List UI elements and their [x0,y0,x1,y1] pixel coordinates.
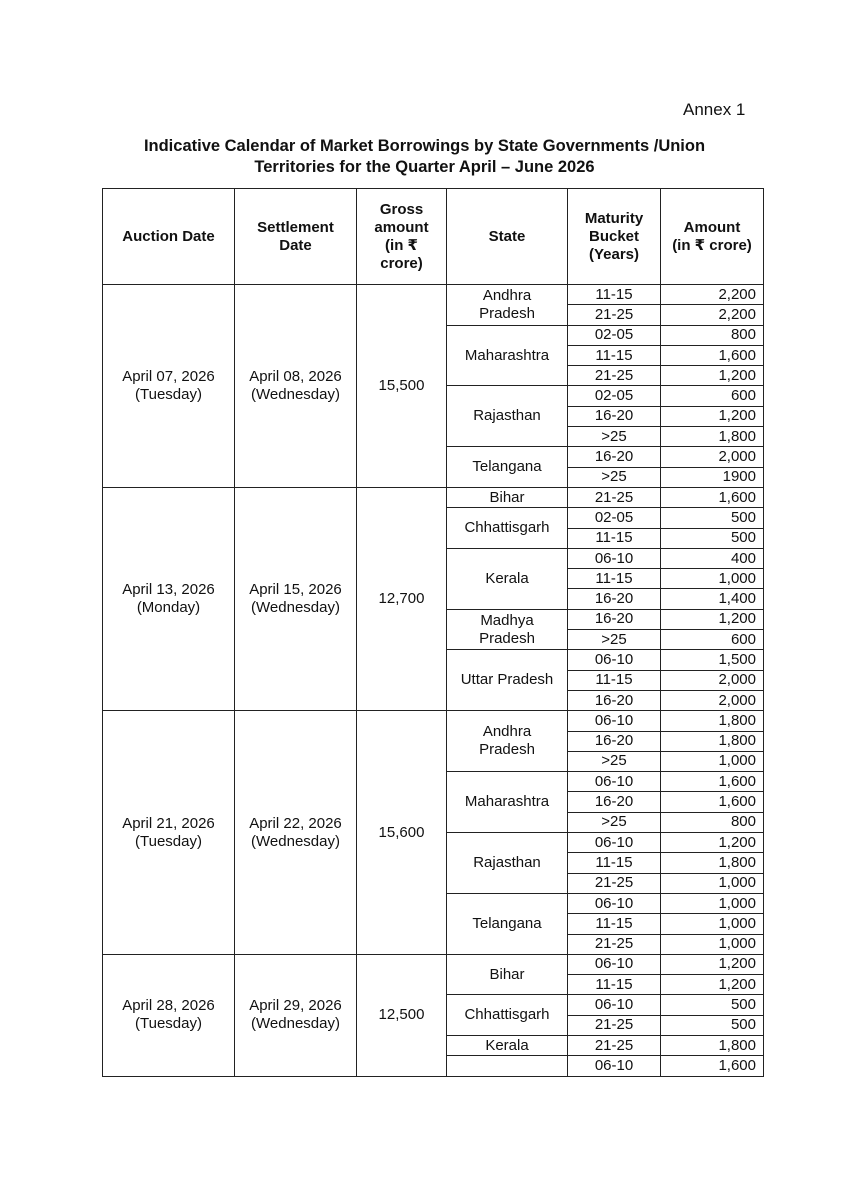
amount-cell: 1,200 [661,833,764,853]
maturity-bucket-cell: >25 [568,467,661,487]
maturity-bucket-cell: 06-10 [568,954,661,974]
state-cell [447,833,568,894]
maturity-bucket-cell: 11-15 [568,975,661,995]
state-name-text: Bihar [489,488,525,506]
amount-cell: 1,200 [661,954,764,974]
auction-date-text: April 28, 2026 [122,997,215,1015]
gross-amount-text: 15,500 [378,376,425,394]
maturity-bucket-cell: 21-25 [568,934,661,954]
maturity-bucket-cell: 21-25 [568,1035,661,1055]
state-cell [447,954,568,995]
state-name-text: Chhattisgarh [464,519,550,537]
amount-cell: 1,200 [661,609,764,629]
state-name-text: Andhra [482,723,532,741]
amount-cell: 1,600 [661,1056,764,1076]
maturity-bucket-cell: 06-10 [568,995,661,1015]
state-cell [447,386,568,447]
state-cell [447,487,568,507]
header-maturity-bucket [568,189,661,285]
auction-date-text: (Tuesday) [135,385,202,403]
table-row [103,954,764,974]
header-text-line: (in ₹ crore) [672,236,752,254]
state-name-text: Rajasthan [473,853,541,871]
auction-date-text: (Tuesday) [135,1015,202,1033]
amount-cell: 2,000 [661,447,764,467]
amount-cell: 500 [661,1015,764,1035]
amount-cell: 1,800 [661,427,764,447]
state-cell [447,285,568,326]
amount-cell: 2,200 [661,285,764,305]
amount-cell: 1,500 [661,650,764,670]
amount-cell: 1900 [661,467,764,487]
maturity-bucket-cell: 21-25 [568,487,661,507]
auction-date-text: April 13, 2026 [122,581,215,599]
settlement-date-text: April 29, 2026 [249,997,342,1015]
maturity-bucket-cell: 11-15 [568,914,661,934]
state-cell [447,893,568,954]
table-body [103,285,764,1077]
auction-date-text: (Monday) [136,599,201,617]
header-text-line: State [488,227,526,245]
annex-label: Annex 1 [683,100,746,119]
amount-cell: 600 [661,386,764,406]
state-cell [447,1056,568,1076]
state-name-text: Maharashtra [464,346,550,364]
settlement-date-cell [235,711,357,955]
amount-cell: 1,200 [661,406,764,426]
amount-cell: 1,800 [661,1035,764,1055]
header-text-line: Amount [683,218,741,236]
state-cell [447,711,568,772]
settlement-date-text: (Wednesday) [251,1015,340,1033]
maturity-bucket-cell: 16-20 [568,406,661,426]
state-cell [447,650,568,711]
auction-date-cell [103,487,235,710]
maturity-bucket-cell: 06-10 [568,548,661,568]
amount-cell: 2,200 [661,305,764,325]
header-text-line: amount [374,218,429,236]
amount-cell: 1,800 [661,711,764,731]
state-name-text: Pradesh [479,741,535,759]
title-line-1: Indicative Calendar of Market Borrowings by State Governments /Union [143,137,706,155]
state-cell [447,325,568,386]
auction-date-cell [103,285,235,488]
settlement-date-text: (Wednesday) [251,832,340,850]
settlement-date-text: April 08, 2026 [249,367,342,385]
maturity-bucket-cell: 06-10 [568,893,661,913]
amount-cell: 1,600 [661,487,764,507]
table-row [103,285,764,305]
maturity-bucket-cell: >25 [568,812,661,832]
title-line-2: Territories for the Quarter April – June 2026 [254,158,595,176]
state-name-text: Pradesh [479,304,535,322]
amount-cell: 1,600 [661,772,764,792]
maturity-bucket-cell: 02-05 [568,386,661,406]
gross-amount-text: 12,500 [378,1006,425,1024]
gross-amount-cell [357,954,447,1076]
gross-amount-cell [357,285,447,488]
amount-cell: 500 [661,528,764,548]
maturity-bucket-cell: >25 [568,751,661,771]
maturity-bucket-cell: 21-25 [568,366,661,386]
maturity-bucket-cell: 16-20 [568,447,661,467]
maturity-bucket-cell: 11-15 [568,528,661,548]
amount-cell: 1,000 [661,934,764,954]
maturity-bucket-cell: 16-20 [568,690,661,710]
state-name-text: Uttar Pradesh [460,671,554,689]
header-text-line: Gross [379,200,424,218]
settlement-date-text: April 15, 2026 [249,581,342,599]
maturity-bucket-cell: 06-10 [568,772,661,792]
state-name-text: Telangana [472,914,542,932]
maturity-bucket-cell: 16-20 [568,609,661,629]
settlement-date-cell [235,954,357,1076]
state-name-text: Madhya [480,611,534,629]
amount-cell: 800 [661,812,764,832]
gross-amount-cell [357,711,447,955]
state-cell [447,772,568,833]
state-name-text: Pradesh [479,629,535,647]
maturity-bucket-cell: 11-15 [568,670,661,690]
amount-cell: 800 [661,325,764,345]
settlement-date-text: April 22, 2026 [249,814,342,832]
state-cell [447,995,568,1036]
header-state [447,189,568,285]
state-name-text: Maharashtra [464,793,550,811]
maturity-bucket-cell: >25 [568,630,661,650]
gross-amount-text: 12,700 [378,590,425,608]
auction-date-cell [103,711,235,955]
settlement-date-cell [235,285,357,488]
maturity-bucket-cell: 16-20 [568,792,661,812]
state-name-text: Telangana [472,458,542,476]
header-gross-amount [357,189,447,285]
amount-cell: 600 [661,630,764,650]
amount-cell: 1,200 [661,975,764,995]
state-cell [447,548,568,609]
amount-cell: 1,600 [661,345,764,365]
amount-cell: 1,400 [661,589,764,609]
state-cell [447,447,568,488]
header-text-line: Bucket [588,227,640,245]
amount-cell: 1,200 [661,366,764,386]
header-text-line: Date [279,236,312,254]
amount-cell: 500 [661,508,764,528]
maturity-bucket-cell: 06-10 [568,711,661,731]
header-text-line: (Years) [588,245,640,263]
amount-cell: 2,000 [661,670,764,690]
gross-amount-text: 15,600 [378,823,425,841]
settlement-date-cell [235,487,357,710]
header-auction-date [103,189,235,285]
amount-cell: 1,000 [661,751,764,771]
maturity-bucket-cell: 16-20 [568,589,661,609]
amount-cell: 2,000 [661,690,764,710]
maturity-bucket-cell: 02-05 [568,508,661,528]
auction-date-text: April 21, 2026 [122,814,215,832]
amount-cell: 1,800 [661,853,764,873]
maturity-bucket-cell: 21-25 [568,1015,661,1035]
maturity-bucket-cell: 11-15 [568,853,661,873]
maturity-bucket-cell: 21-25 [568,873,661,893]
maturity-bucket-cell: 06-10 [568,650,661,670]
settlement-date-text: (Wednesday) [251,599,340,617]
header-text-line: Auction Date [122,227,215,245]
state-cell [447,508,568,549]
maturity-bucket-cell: >25 [568,427,661,447]
amount-cell: 1,800 [661,731,764,751]
maturity-bucket-cell: 06-10 [568,1056,661,1076]
amount-cell: 1,000 [661,873,764,893]
state-cell [447,1035,568,1055]
amount-cell: 1,000 [661,569,764,589]
auction-date-text: April 07, 2026 [122,367,215,385]
maturity-bucket-cell: 06-10 [568,833,661,853]
auction-date-text: (Tuesday) [135,832,202,850]
table-row [103,711,764,731]
header-text-line: Settlement [257,218,334,236]
header-row [103,189,764,285]
header-text-line: crore) [380,254,423,272]
document-title [60,136,789,178]
maturity-bucket-cell: 11-15 [568,285,661,305]
state-name-text: Chhattisgarh [464,1006,550,1024]
maturity-bucket-cell: 16-20 [568,731,661,751]
maturity-bucket-cell: 21-25 [568,305,661,325]
state-name-text: Kerala [485,569,529,587]
state-name-text: Bihar [489,965,525,983]
maturity-bucket-cell: 11-15 [568,345,661,365]
settlement-date-text: (Wednesday) [251,385,340,403]
amount-cell: 500 [661,995,764,1015]
auction-date-cell [103,954,235,1076]
state-name-text: Andhra [482,286,532,304]
header-text-line: (in ₹ [385,236,418,254]
amount-cell: 1,000 [661,914,764,934]
header-text-line: Maturity [584,209,644,227]
state-cell [447,609,568,650]
amount-cell: 400 [661,548,764,568]
header-settlement-date [235,189,357,285]
gross-amount-cell [357,487,447,710]
amount-cell: 1,600 [661,792,764,812]
maturity-bucket-cell: 11-15 [568,569,661,589]
amount-cell: 1,000 [661,893,764,913]
table-row [103,487,764,507]
state-name-text: Kerala [485,1036,529,1054]
state-name-text: Rajasthan [473,407,541,425]
header-amount [661,189,764,285]
maturity-bucket-cell: 02-05 [568,325,661,345]
borrowing-calendar-table [102,188,764,1077]
